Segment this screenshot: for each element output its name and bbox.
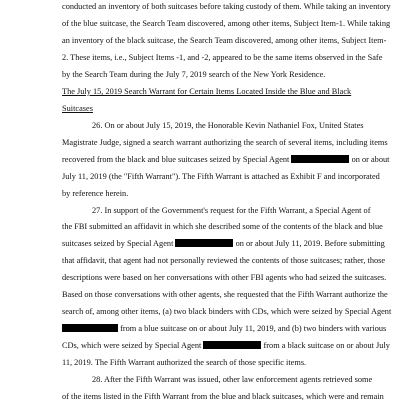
body-text-line: Magistrate Judge, signed a search warrant authorizing the search of several items, including items xyxy=(62,137,388,147)
text-segment: from a black suitcase on or about July xyxy=(263,341,390,351)
body-text-line: 2. These items, i.e., Subject Items -1, and -2, appeared to be the same items observed in the Safe xyxy=(62,52,383,62)
paragraph-26-first-line: 26. On or about July 15, 2019, the Honorable Kevin Nathaniel Fox, United States xyxy=(92,120,364,130)
body-text-line: an inventory of the black suitcase, the Search Team discovered, among other items, Subject Item- xyxy=(62,35,387,45)
body-text-line: that affidavit, that agent had not personally reviewed the contents of those suitcases; rather, those xyxy=(62,256,386,266)
redaction-block xyxy=(62,324,118,332)
body-text-line: of the blue suitcase, the Search Team discovered, among other items, Subject Item-1. While taking xyxy=(62,19,391,28)
body-text-line: 11, 2019. The Fifth Warrant authorized the search of those specific items. xyxy=(62,358,307,368)
body-text-line xyxy=(62,155,389,165)
text-segment: recovered from the black and blue suitcases seized by Special Agent xyxy=(62,154,290,164)
body-text-line: by reference herein. xyxy=(62,188,129,198)
body-text-line: of the items listed in the Fifth Warrant from the blue and black suitcases, which were and remain xyxy=(62,392,384,400)
redaction-block xyxy=(175,239,233,247)
body-text-line: July 11, 2019 (the "Fifth Warrant"). The Fifth Warrant is attached as Exhibit F and incorporated xyxy=(62,171,380,181)
body-text-line: the FBI submitted an affidavit in which she described some of the contents of the black and blue xyxy=(62,222,383,232)
section-heading: Suitcases xyxy=(62,103,93,113)
body-text-line: Based on those conversations with other agents, she requested that the Fifth Warrant authorize the xyxy=(62,290,388,300)
paragraph-27-first-line: 27. In support of the Government's request for the Fifth Warrant, a Special Agent of xyxy=(92,205,371,215)
section-heading: The July 15, 2019 Search Warrant for Certain Items Located Inside the Blue and Black xyxy=(62,86,352,96)
body-text-line: conducted an inventory of both suitcases before taking custody of them. While taking an inventory xyxy=(62,2,391,11)
text-segment: on or about July 11, 2019. Before submitting xyxy=(235,239,385,249)
body-text-line xyxy=(62,239,385,249)
body-text-line: descriptions were based on her conversations with other FBI agents who had seized the suitcases. xyxy=(62,273,387,283)
body-text-line xyxy=(62,341,390,351)
body-text-line: by the Search Team during the July 7, 2019 search of the New York Residence. xyxy=(62,69,326,79)
body-text-line xyxy=(62,324,386,334)
paragraph-28-first-line: 28. After the Fifth Warrant was issued, other law enforcement agents retrieved some xyxy=(92,375,373,384)
text-segment: from a blue suitcase on or about July 11, 2019, and (b) two binders with various xyxy=(120,324,387,334)
redaction-block xyxy=(291,155,349,163)
text-segment: CDs, which were seized by Special Agent xyxy=(62,341,202,351)
text-segment: suitcases seized by Special Agent xyxy=(62,239,174,249)
redaction-block xyxy=(203,341,261,349)
text-segment: on or about xyxy=(351,154,390,164)
body-text-line: search of, among other items, (a) two black binders with CDs, which were seized by Special Agent xyxy=(62,307,392,317)
